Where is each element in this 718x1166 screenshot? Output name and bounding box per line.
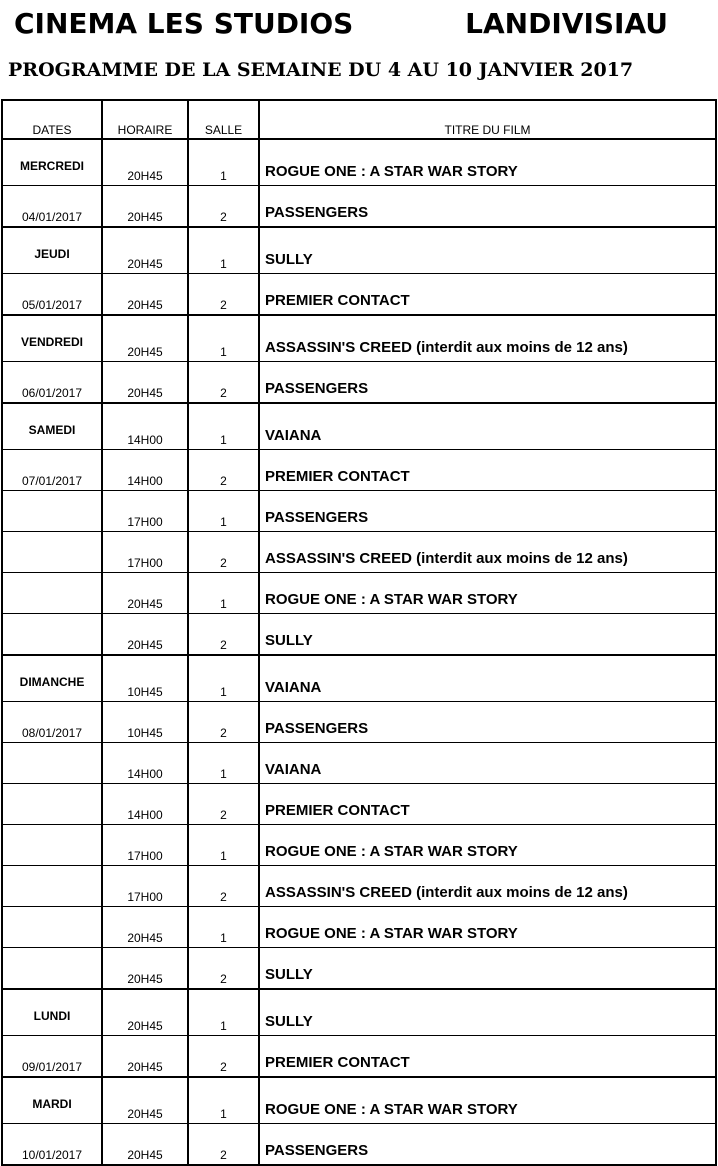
date-cell: MERCREDI: [2, 139, 102, 186]
date-cell: [2, 866, 102, 907]
date-cell: 10/01/2017: [2, 1124, 102, 1166]
time-cell: 20H45: [102, 139, 188, 186]
table-row: [2, 614, 716, 656]
time-cell: 20H45: [102, 274, 188, 316]
table-row: [2, 139, 716, 186]
date-cell: [2, 491, 102, 532]
time-cell: 17H00: [102, 491, 188, 532]
date-cell: [2, 614, 102, 656]
table-row: [2, 655, 716, 702]
table-row: [2, 948, 716, 990]
room-cell: 1: [188, 989, 259, 1036]
film-title-cell: VAIANA: [259, 403, 716, 450]
film-title-cell: SULLY: [259, 614, 716, 656]
time-cell: 14H00: [102, 403, 188, 450]
film-title-cell: SULLY: [259, 227, 716, 274]
schedule-table: [1, 99, 717, 1166]
table-row: [2, 784, 716, 825]
date-cell: 09/01/2017: [2, 1036, 102, 1078]
table-row: [2, 362, 716, 404]
room-cell: 1: [188, 227, 259, 274]
table-row: [2, 743, 716, 784]
table-row: [2, 450, 716, 491]
table-row: [2, 907, 716, 948]
film-title-cell: ROGUE ONE : A STAR WAR STORY: [259, 825, 716, 866]
date-cell: [2, 948, 102, 990]
table-row: [2, 825, 716, 866]
date-cell: [2, 784, 102, 825]
date-cell: DIMANCHE: [2, 655, 102, 702]
film-title-cell: PASSENGERS: [259, 491, 716, 532]
header-row: [2, 100, 716, 139]
date-cell: 06/01/2017: [2, 362, 102, 404]
room-cell: 1: [188, 315, 259, 362]
room-cell: 2: [188, 362, 259, 404]
room-cell: 2: [188, 1124, 259, 1166]
time-cell: 20H45: [102, 1124, 188, 1166]
film-title-cell: ROGUE ONE : A STAR WAR STORY: [259, 139, 716, 186]
column-header-titre: TITRE DU FILM: [259, 100, 716, 139]
table-row: [2, 1036, 716, 1078]
time-cell: 10H45: [102, 702, 188, 743]
time-cell: 20H45: [102, 1077, 188, 1124]
table-row: [2, 1124, 716, 1166]
film-title-cell: PASSENGERS: [259, 186, 716, 228]
table-row: [2, 532, 716, 573]
room-cell: 2: [188, 450, 259, 491]
date-cell: LUNDI: [2, 989, 102, 1036]
room-cell: 2: [188, 532, 259, 573]
time-cell: 10H45: [102, 655, 188, 702]
room-cell: 2: [188, 614, 259, 656]
film-title-cell: VAIANA: [259, 655, 716, 702]
room-cell: 1: [188, 825, 259, 866]
film-title-cell: PREMIER CONTACT: [259, 274, 716, 316]
room-cell: 2: [188, 784, 259, 825]
film-title-cell: SULLY: [259, 989, 716, 1036]
time-cell: 20H45: [102, 948, 188, 990]
room-cell: 1: [188, 403, 259, 450]
table-row: [2, 989, 716, 1036]
programme-subtitle: PROGRAMME DE LA SEMAINE DU 4 AU 10 JANVIER 2017: [8, 59, 634, 81]
time-cell: 17H00: [102, 532, 188, 573]
page-title: [14, 6, 704, 42]
time-cell: 20H45: [102, 186, 188, 228]
time-cell: 14H00: [102, 784, 188, 825]
room-cell: 1: [188, 1077, 259, 1124]
schedule-body: [2, 139, 716, 1165]
time-cell: 17H00: [102, 825, 188, 866]
film-title-cell: PASSENGERS: [259, 1124, 716, 1166]
date-cell: [2, 743, 102, 784]
table-row: [2, 315, 716, 362]
room-cell: 2: [188, 948, 259, 990]
room-cell: 2: [188, 186, 259, 228]
film-title-cell: ASSASSIN'S CREED (interdit aux moins de 12 ans): [259, 315, 716, 362]
room-cell: 2: [188, 274, 259, 316]
film-title-cell: VAIANA: [259, 743, 716, 784]
date-cell: 07/01/2017: [2, 450, 102, 491]
time-cell: 20H45: [102, 614, 188, 656]
room-cell: 2: [188, 1036, 259, 1078]
cinema-name: CINEMA LES STUDIOS: [14, 7, 354, 40]
table-row: [2, 186, 716, 228]
film-title-cell: PASSENGERS: [259, 702, 716, 743]
room-cell: 1: [188, 139, 259, 186]
date-cell: [2, 532, 102, 573]
time-cell: 20H45: [102, 573, 188, 614]
table-row: [2, 866, 716, 907]
room-cell: 2: [188, 866, 259, 907]
film-title-cell: SULLY: [259, 948, 716, 990]
time-cell: 14H00: [102, 743, 188, 784]
time-cell: 20H45: [102, 907, 188, 948]
time-cell: 20H45: [102, 227, 188, 274]
time-cell: 20H45: [102, 362, 188, 404]
date-cell: [2, 573, 102, 614]
film-title-cell: ROGUE ONE : A STAR WAR STORY: [259, 1077, 716, 1124]
film-title-cell: PREMIER CONTACT: [259, 450, 716, 491]
film-title-cell: ASSASSIN'S CREED (interdit aux moins de 12 ans): [259, 866, 716, 907]
time-cell: 17H00: [102, 866, 188, 907]
date-cell: JEUDI: [2, 227, 102, 274]
room-cell: 1: [188, 655, 259, 702]
table-row: [2, 573, 716, 614]
time-cell: 20H45: [102, 315, 188, 362]
date-cell: [2, 825, 102, 866]
film-title-cell: PASSENGERS: [259, 362, 716, 404]
column-header-horaire: HORAIRE: [102, 100, 188, 139]
table-row: [2, 227, 716, 274]
date-cell: 04/01/2017: [2, 186, 102, 228]
room-cell: 1: [188, 573, 259, 614]
time-cell: 20H45: [102, 989, 188, 1036]
date-cell: VENDREDI: [2, 315, 102, 362]
time-cell: 14H00: [102, 450, 188, 491]
room-cell: 2: [188, 702, 259, 743]
date-cell: MARDI: [2, 1077, 102, 1124]
table-row: [2, 491, 716, 532]
film-title-cell: PREMIER CONTACT: [259, 784, 716, 825]
film-title-cell: ROGUE ONE : A STAR WAR STORY: [259, 573, 716, 614]
column-header-salle: SALLE: [188, 100, 259, 139]
room-cell: 1: [188, 743, 259, 784]
date-cell: SAMEDI: [2, 403, 102, 450]
room-cell: 1: [188, 907, 259, 948]
table-row: [2, 403, 716, 450]
date-cell: 05/01/2017: [2, 274, 102, 316]
column-header-dates: DATES: [2, 100, 102, 139]
date-cell: 08/01/2017: [2, 702, 102, 743]
time-cell: 20H45: [102, 1036, 188, 1078]
cinema-town: LANDIVISIAU: [465, 7, 668, 40]
film-title-cell: ROGUE ONE : A STAR WAR STORY: [259, 907, 716, 948]
room-cell: 1: [188, 491, 259, 532]
film-title-cell: PREMIER CONTACT: [259, 1036, 716, 1078]
date-cell: [2, 907, 102, 948]
table-row: [2, 702, 716, 743]
table-row: [2, 1077, 716, 1124]
table-row: [2, 274, 716, 316]
film-title-cell: ASSASSIN'S CREED (interdit aux moins de 12 ans): [259, 532, 716, 573]
